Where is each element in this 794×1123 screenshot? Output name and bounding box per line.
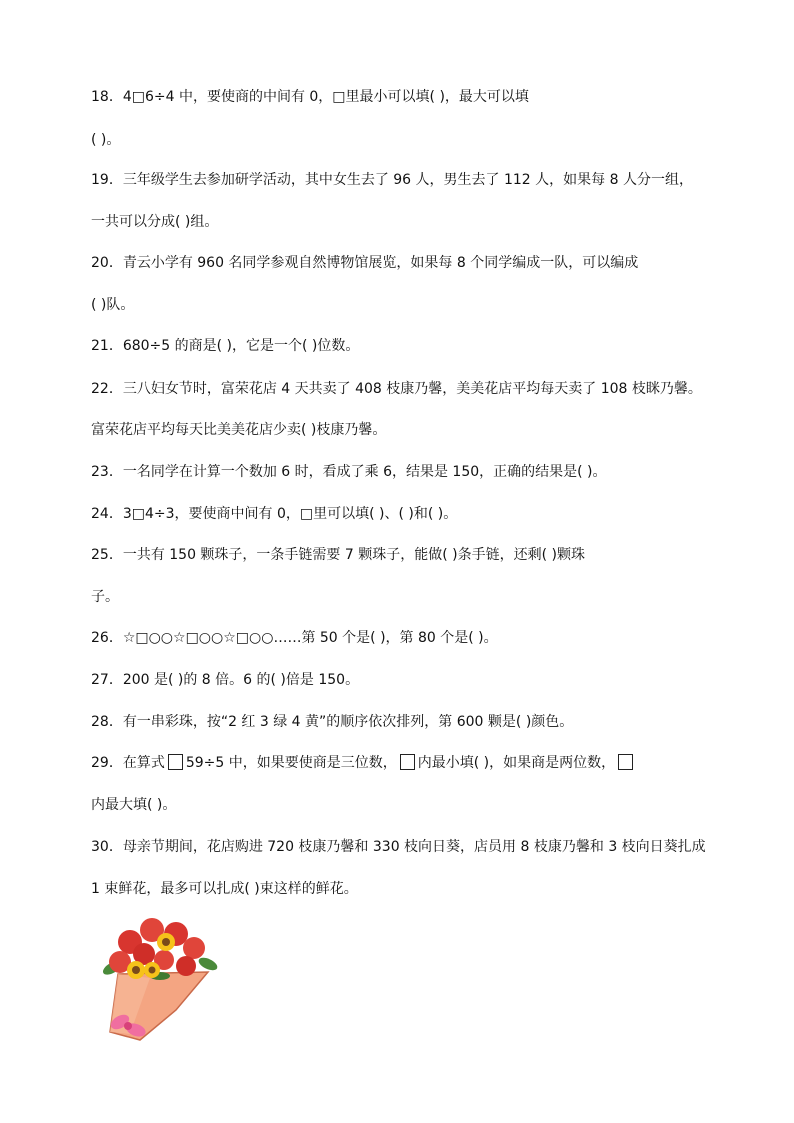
q30-line1: 30．母亲节期间，花店购进 720 枝康乃馨和 330 枝向日葵，店员用 8 枝康乃馨和 3 枝向日葵扎成 [91,839,706,855]
q28-line1: 28．有一串彩珠，按“2 红 3 绿 4 黄”的顺序依次排列，第 600 颗是( )颜色。 [91,714,574,730]
q29-blank-box-2[interactable] [400,754,415,770]
q29-text-c: 内最小填( )，如果商是两位数， [417,755,616,771]
q26-line1: 26．☆□○○☆□○○☆□○○……第 50 个是( )，第 80 个是( )。 [91,630,498,646]
q18-line2: ( )。 [91,132,121,148]
q19-line2: 一共可以分成( )组。 [91,214,219,230]
q20-line1: 20．青云小学有 960 名同学参观自然博物馆展览，如果每 8 个同学编成一队，可以编成 [91,255,639,271]
q20-line2: ( )队。 [91,297,135,313]
q23-line1: 23．一名同学在计算一个数加 6 时，看成了乘 6，结果是 150，正确的结果是( )。 [91,464,607,480]
q19-line1: 19．三年级学生去参加研学活动，其中女生去了 96 人，男生去了 112 人，如果每 8 人分一组， [91,172,693,188]
q24-line1: 24．3□4÷3，要使商中间有 0，□里可以填( )、( )和( )。 [91,506,458,522]
q22-line2: 富荣花店平均每天比美美花店少卖( )枝康乃馨。 [91,422,387,438]
q29-blank-box-3[interactable] [618,754,633,770]
q30-line2: 1 束鲜花，最多可以扎成( )束这样的鲜花。 [91,881,358,897]
q22-line1: 22．三八妇女节时，富荣花店 4 天共卖了 408 枝康乃馨，美美花店平均每天卖了 108 枝眯乃馨。 [91,381,702,397]
q29-text-b: 59÷5 中，如果要使商是三位数， [185,755,397,771]
q18-line1: 18．4□6÷4 中，要使商的中间有 0，□里最小可以填( )，最大可以填 [91,89,529,105]
q21-line1: 21．680÷5 的商是( )，它是一个( )位数。 [91,338,360,354]
q25-line2: 子。 [91,589,119,605]
q27-line1: 27．200 是( )的 8 倍。6 的( )倍是 150。 [91,672,360,688]
q29-line2: 内最大填( )。 [91,797,177,813]
flower-bouquet-icon [90,912,226,1050]
q29-blank-box-1[interactable] [168,754,183,770]
q29-text-a: 29．在算式 [91,755,165,771]
q25-line1: 25．一共有 150 颗珠子，一条手链需要 7 颗珠子，能做( )条手链，还剩( )颗珠 [91,547,585,563]
q29-line1 [91,754,636,772]
